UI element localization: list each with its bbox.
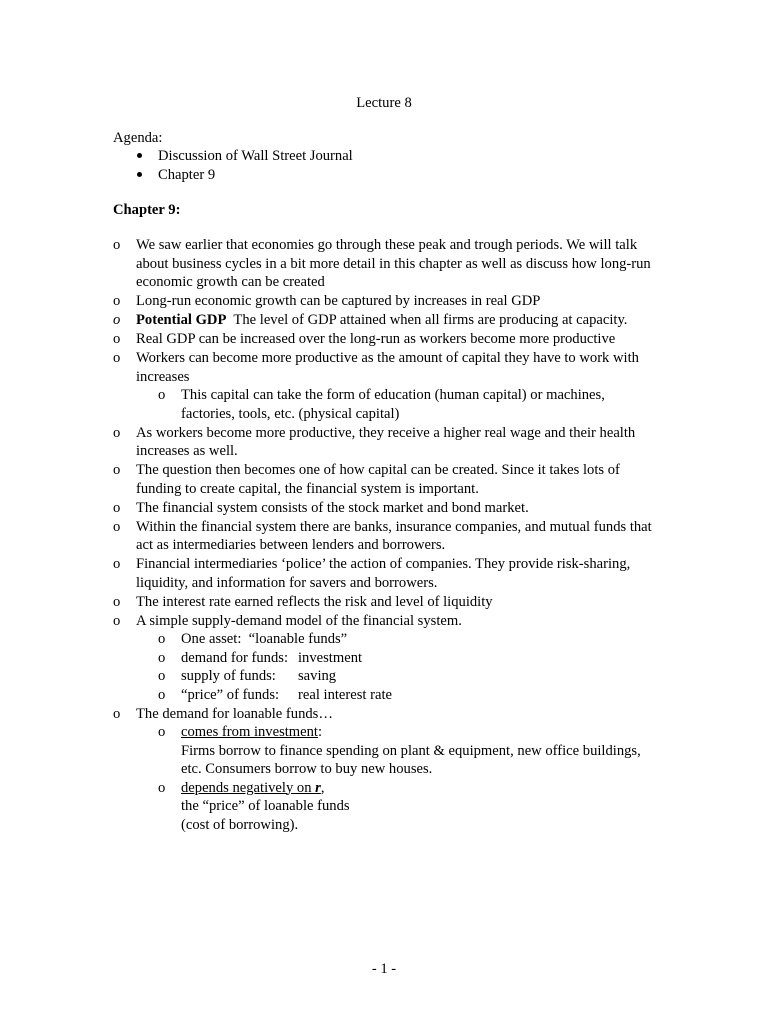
item-text: Workers can become more productive as the amount of capital they have to work with increases xyxy=(136,350,639,385)
bullet-marker: o xyxy=(113,312,121,328)
bullet-marker: o xyxy=(113,331,121,347)
sub-list-item xyxy=(136,386,658,423)
item-text: The level of GDP attained when all firms are producing at capacity. xyxy=(226,312,628,328)
page-number: - 1 - xyxy=(371,961,397,977)
agenda-list xyxy=(113,147,353,184)
item-text: We saw earlier that economies go through these peak and trough periods. We will talk about business cycles in a bit more detail in this chapter as well as discuss how long-run economic growth can be created xyxy=(136,237,651,290)
item-text: Real GDP can be increased over the long-run as workers become more productive xyxy=(136,331,616,347)
list-item xyxy=(113,424,658,461)
model-row-label: demand for funds: xyxy=(181,649,288,666)
lecture-title: Lecture 8 xyxy=(356,95,412,111)
bullet-marker: o xyxy=(113,612,121,629)
term-potential-gdp: Potential GDP xyxy=(136,312,227,328)
bullet-marker: o xyxy=(113,705,121,722)
sub-list xyxy=(136,723,658,834)
model-one-asset: One asset: “loanable funds” xyxy=(181,631,348,647)
bullet-marker: o xyxy=(158,686,166,703)
depends-negatively-on xyxy=(181,780,321,796)
list-item xyxy=(113,612,658,705)
list-item xyxy=(113,236,658,292)
cost-line: (cost of borrowing). xyxy=(181,816,299,833)
item-text: The demand for loanable funds… xyxy=(136,705,333,722)
item-text: Financial intermediaries ‘police’ the action of companies. They provide risk-sharing, liquidity, and information for savers and borrowers. xyxy=(136,556,631,591)
bullet-marker: o xyxy=(113,350,121,366)
agenda-item: Chapter 9 xyxy=(113,166,353,185)
bullet-marker: o xyxy=(113,518,121,535)
bullet-marker: o xyxy=(113,462,121,478)
sub-list xyxy=(136,386,658,423)
list-item xyxy=(113,705,658,835)
item-text: Long-run economic growth can be captured by increases in real GDP xyxy=(136,293,541,309)
list-item xyxy=(113,292,658,311)
sub-list-item xyxy=(136,667,658,686)
model-row-value: real interest rate xyxy=(298,686,392,703)
sub-list-item xyxy=(136,649,658,668)
depends-text: depends negatively on xyxy=(181,779,316,796)
list-item xyxy=(113,518,658,555)
bullet-marker: o xyxy=(113,593,121,610)
bullet-marker: o xyxy=(158,668,166,684)
model-row-label: “price” of funds: xyxy=(181,686,280,703)
colon: : xyxy=(318,724,323,740)
bullet-marker: o xyxy=(113,424,121,441)
item-text: The question then becomes one of how capital can be created. Since it takes lots of funding to create capital, the financial system is important. xyxy=(136,462,620,497)
chapter-outline xyxy=(113,236,658,835)
item-text: Within the financial system there are banks, insurance companies, and mutual funds that act as intermediaries between lenders and borrowers. xyxy=(136,518,652,553)
item-text: A simple supply-demand model of the financial system. xyxy=(136,612,462,629)
bullet-marker: o xyxy=(158,724,166,740)
sub-list-item xyxy=(136,630,658,649)
model-row-value: investment xyxy=(298,649,363,666)
list-item xyxy=(113,349,658,423)
list-item xyxy=(113,555,658,592)
bullet-marker: o xyxy=(158,387,166,403)
sub-list xyxy=(136,630,658,704)
item-text: This capital can take the form of education (human capital) or machines, factories, tools, etc. (physical capital) xyxy=(181,387,605,422)
bullet-marker: o xyxy=(113,499,121,516)
agenda-item: Discussion of Wall Street Journal xyxy=(113,147,353,166)
chapter-heading: Chapter 9: xyxy=(113,202,181,218)
list-item xyxy=(113,461,658,498)
bullet-marker: o xyxy=(113,556,121,572)
bullet-marker: o xyxy=(113,237,121,253)
list-item xyxy=(113,593,658,612)
item-text: As workers become more productive, they receive a higher real wage and their health increases as well. xyxy=(136,424,636,459)
model-row-label: supply of funds: xyxy=(181,668,276,684)
price-line: the “price” of loanable funds xyxy=(181,798,350,814)
item-text: The financial system consists of the stock market and bond market. xyxy=(136,499,529,516)
interest-rate-symbol: r xyxy=(315,779,321,796)
bullet-marker: o xyxy=(158,631,166,647)
sub-list-item xyxy=(136,723,658,779)
bullet-marker: o xyxy=(158,649,166,666)
list-item xyxy=(113,499,658,518)
bullet-marker: o xyxy=(113,293,121,309)
bullet-marker: o xyxy=(158,779,166,796)
sub-list-item xyxy=(136,686,658,705)
list-item xyxy=(113,311,658,330)
model-row-value: saving xyxy=(298,668,337,684)
item-text: Firms borrow to finance spending on plant & equipment, new office buildings, etc. Consumers borrow to buy new houses. xyxy=(181,742,641,777)
sub-list-item xyxy=(136,779,658,835)
comma: , xyxy=(320,779,325,796)
agenda-label: Agenda: xyxy=(113,130,163,146)
list-item xyxy=(113,330,658,349)
item-text: The interest rate earned reflects the risk and level of liquidity xyxy=(136,593,493,610)
comes-from-investment: comes from investment xyxy=(181,724,318,740)
